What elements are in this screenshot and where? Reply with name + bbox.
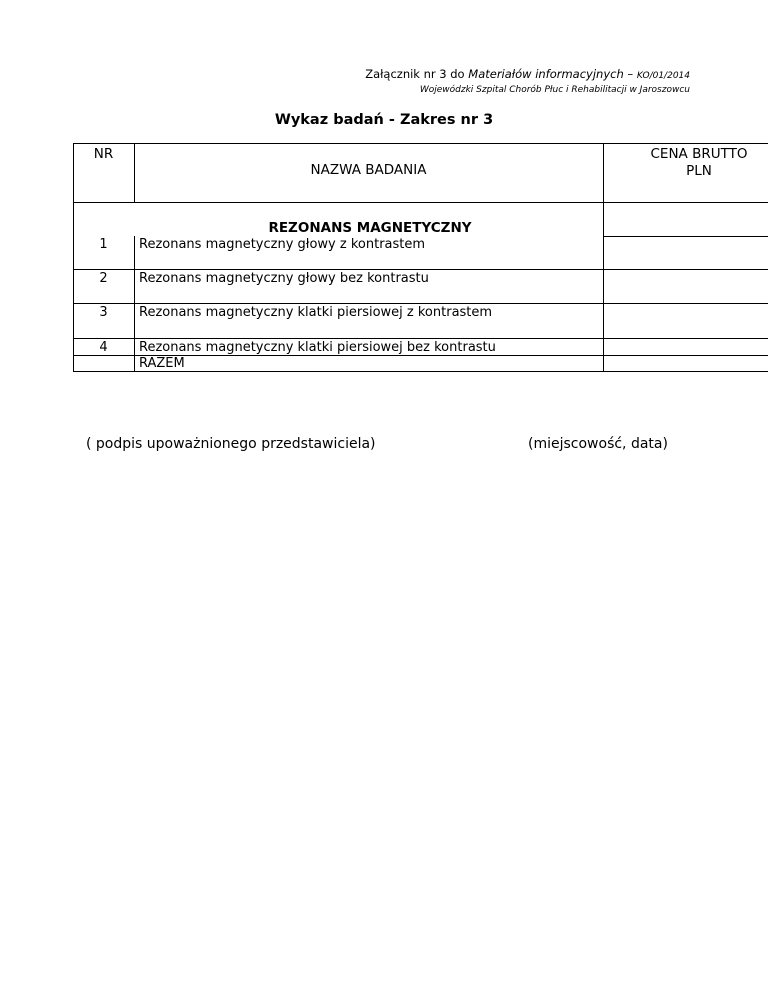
table-row-nr: 2 <box>99 271 108 286</box>
total-label: RAZEM <box>139 356 185 371</box>
table-row-name: Rezonans magnetyczny klatki piersiowej bez kontrastu <box>139 340 496 355</box>
column-header-price-line1: CENA BRUTTO <box>650 146 748 162</box>
column-header-price-line2: PLN <box>686 163 712 179</box>
table-row-1-bottom <box>73 269 768 270</box>
table-border-top <box>73 143 768 144</box>
table-header-bottom <box>73 202 768 203</box>
attachment-doc-name: Materiałów informacyjnych <box>468 67 624 81</box>
attachment-prefix: Załącznik nr 3 do <box>365 67 469 81</box>
table-row-name: Rezonans magnetyczny klatki piersiowej z kontrastem <box>139 305 493 320</box>
attachment-code: KO/01/2014 <box>636 71 690 81</box>
hospital-name: Wojewódzki Szpital Chorób Płuc i Rehabilitacji w Jaroszowcu <box>419 85 690 95</box>
table-row-nr: 1 <box>99 237 108 252</box>
document-title: Wykaz badań - Zakres nr 3 <box>274 112 494 128</box>
column-header-nr: NR <box>93 146 114 162</box>
table-row-nr: 4 <box>99 340 108 355</box>
column-header-name: NAZWA BADANIA <box>310 162 427 178</box>
attachment-dash: – <box>623 67 637 81</box>
table-border-left <box>73 143 74 372</box>
table-col-divider-1b <box>134 236 135 372</box>
place-date-label: (miejscowość, data) <box>528 436 668 452</box>
table-border-bottom <box>73 371 768 372</box>
signature-label: ( podpis upoważnionego przedstawiciela) <box>86 436 376 452</box>
table-row-3-bottom <box>73 338 768 339</box>
table-row-name: Rezonans magnetyczny głowy z kontrastem <box>139 237 426 252</box>
section-heading: REZONANS MAGNETYCZNY <box>268 220 472 236</box>
attachment-header <box>0 67 690 81</box>
table-row-nr: 3 <box>99 305 108 320</box>
table-row-2-bottom <box>73 303 768 304</box>
table-row-name: Rezonans magnetyczny głowy bez kontrastu <box>139 271 429 286</box>
table-section-bottom <box>603 236 768 237</box>
